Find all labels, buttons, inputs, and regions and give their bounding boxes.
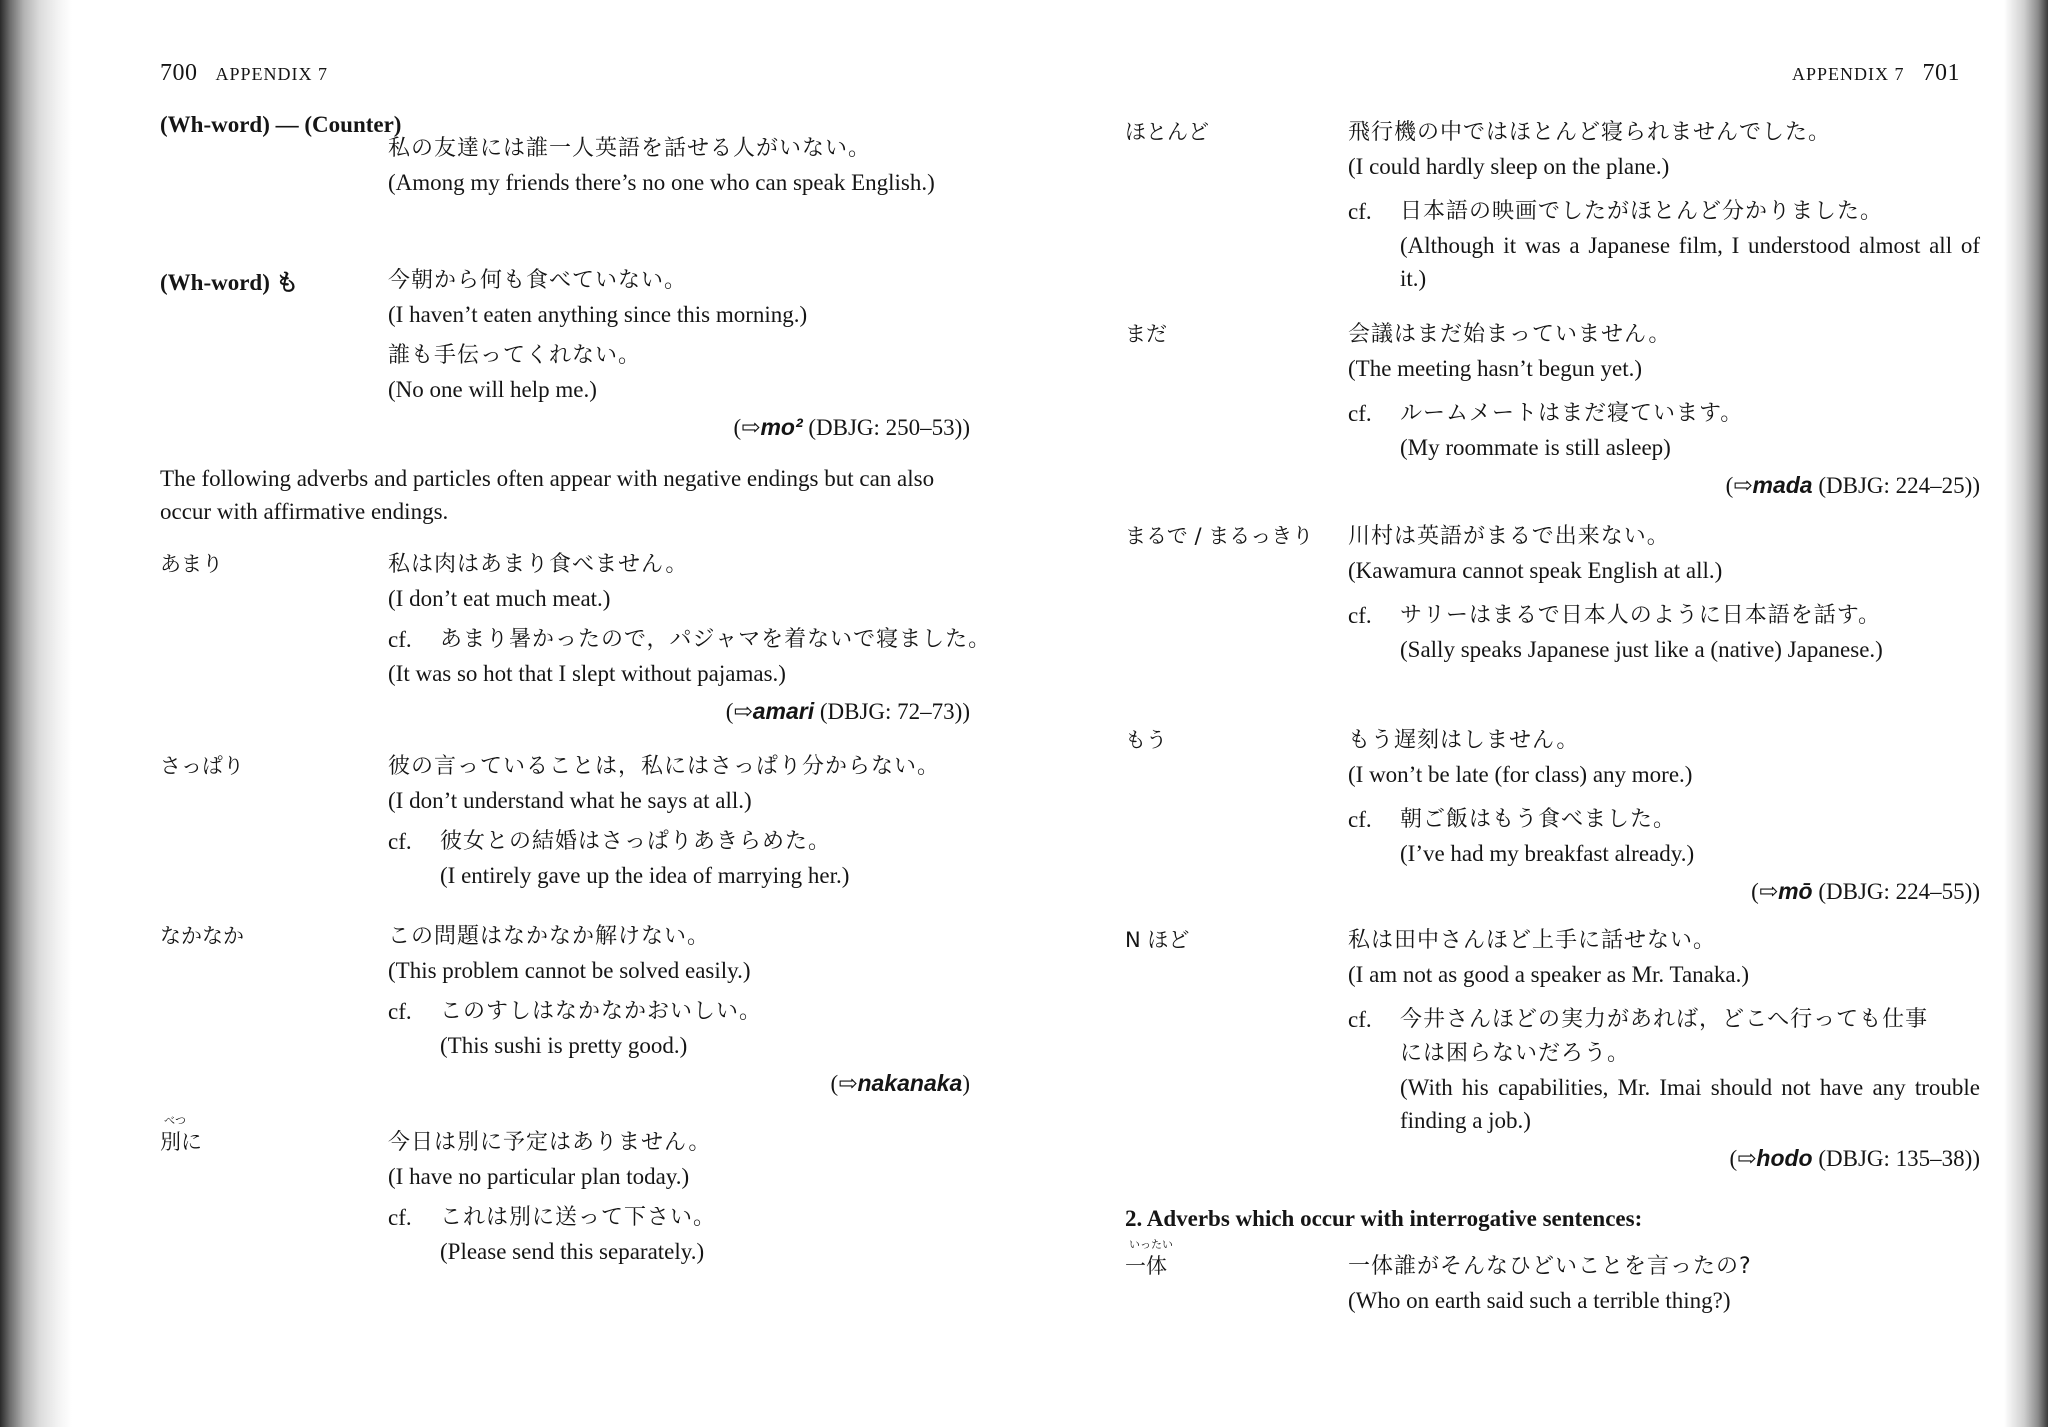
english-translation: (This problem cannot be solved easily.): [388, 958, 751, 983]
cf-block: [1348, 1003, 1980, 1137]
japanese-example: 彼の言っていることは，私にはさっぱり分からない。: [388, 754, 941, 779]
xref-arrow: (⇨: [725, 699, 753, 724]
entry-term: あまり: [160, 552, 223, 576]
cf-english: (It was so hot that I slept without pajamas.): [388, 661, 786, 686]
cf-english: (With his capabilities, Mr. Imai should not have any trouble finding a job.): [1400, 1075, 1980, 1133]
entry-term: [160, 1114, 202, 1156]
xref-source: (DBJG: 224–55)): [1818, 879, 1980, 904]
cf-label: cf.: [1348, 401, 1372, 426]
english-translation: (I don’t understand what he says at all.): [388, 788, 752, 813]
cf-label: cf.: [1348, 603, 1372, 628]
right-running-header: [1792, 60, 1960, 87]
cross-reference: [388, 1066, 970, 1101]
cf-block: [1348, 803, 1980, 870]
entry-term: (Wh-word) — (Counter): [160, 112, 402, 137]
cf-label: cf.: [388, 829, 412, 854]
cf-japanese: 日本語の映画でしたがほとんど分かりました。: [1400, 199, 1884, 224]
cf-label: cf.: [1348, 199, 1372, 224]
xref-arrow: (⇨: [1725, 473, 1753, 498]
japanese-example: 今朝から何も食べていない。: [388, 268, 688, 293]
cross-reference: [1348, 874, 1980, 909]
japanese-example: 一体誰がそんなひどいことを言ったの?: [1348, 1254, 1752, 1279]
entry-body: [388, 264, 970, 445]
english-translation: (Kawamura cannot speak English at all.): [1348, 558, 1723, 583]
entry-term: なかなか: [160, 924, 244, 948]
english-translation: (I am not as good a speaker as Mr. Tanaka.): [1348, 962, 1749, 987]
cf-label: cf.: [388, 627, 412, 652]
xref-source: (DBJG: 250–53)): [808, 415, 970, 440]
page-number: 700: [160, 60, 198, 86]
cf-label: cf.: [388, 999, 412, 1024]
cf-english: (Please send this separately.): [440, 1239, 705, 1264]
intro-paragraph: The following adverbs and particles often appear with negative endings but can also occur with affirmative endings.: [160, 466, 935, 524]
japanese-example: 会議はまだ始まっていません。: [1348, 322, 1672, 347]
term-text: 一体: [1125, 1254, 1167, 1278]
xref-arrow: (⇨: [733, 415, 761, 440]
term-furigana: いったい: [1129, 1238, 1173, 1251]
header-label: APPENDIX 7: [215, 64, 329, 84]
page-number: 701: [1922, 60, 1960, 86]
xref-source: ): [962, 1071, 970, 1096]
entry-body: [388, 920, 970, 1101]
entry-term: さっぱり: [160, 754, 244, 778]
english-translation: (I haven’t eaten anything since this morning.): [388, 302, 808, 327]
cf-block: [1348, 397, 1980, 464]
cf-block: [388, 825, 970, 892]
cf-block: [388, 1201, 970, 1268]
cf-japanese-continued: には困らないだろう。: [1400, 1041, 1631, 1066]
book-binding-shadow-right: [2004, 0, 2048, 1427]
english-translation: (I could hardly sleep on the plane.): [1348, 154, 1670, 179]
japanese-example: この問題はなかなか解けない。: [388, 924, 711, 949]
english-translation: (I have no particular plan today.): [388, 1164, 690, 1189]
cf-label: cf.: [388, 1205, 412, 1230]
entry-term: [1125, 1238, 1173, 1280]
cf-japanese: これは別に送って下さい。: [440, 1205, 717, 1230]
entry-body: [388, 132, 970, 203]
cf-block: [1348, 195, 1980, 295]
entry-body: [388, 548, 992, 729]
cf-english: (My roommate is still asleep): [1400, 435, 1671, 460]
cf-japanese: 今井さんほどの実力があれば，どこへ行っても仕事: [1400, 1007, 1929, 1032]
english-translation: (The meeting hasn’t begun yet.): [1348, 356, 1643, 381]
cf-english: (Sally speaks Japanese just like a (native) Japanese.): [1400, 637, 1883, 662]
cf-japanese: あまり暑かったので，パジャマを着ないで寝ました。: [440, 627, 992, 652]
cf-japanese: 彼女との結婚はさっぱりあきらめた。: [440, 829, 832, 854]
cf-japanese: 朝ご飯はもう食べました。: [1400, 807, 1677, 832]
term-furigana: べつ: [164, 1114, 186, 1127]
entry-term: (Wh-word) も: [160, 270, 299, 295]
japanese-example: 誰も手伝ってくれない。: [388, 343, 642, 368]
cross-reference: [1348, 468, 1980, 503]
entry-body: [1348, 724, 1980, 909]
cf-japanese: サリーはまるで日本人のように日本語を話す。: [1400, 603, 1882, 628]
xref-source: (DBJG: 224–25)): [1818, 473, 1980, 498]
xref-keyword: mō: [1778, 878, 1813, 904]
japanese-example: 川村は英語がまるで出来ない。: [1348, 524, 1670, 549]
cf-english: (Although it was a Japanese film, I understood almost all of it.): [1400, 233, 1980, 291]
entry-term: ほとんど: [1125, 120, 1209, 144]
english-translation: (Among my friends there’s no one who can speak English.): [388, 170, 935, 195]
header-label: APPENDIX 7: [1791, 64, 1905, 84]
japanese-example: もう遅刻はしません。: [1348, 728, 1580, 753]
entry-body: [388, 1126, 970, 1272]
cross-reference: [388, 410, 970, 445]
cf-english: (This sushi is pretty good.): [440, 1033, 688, 1058]
japanese-example: 飛行機の中ではほとんど寝られませんでした。: [1348, 120, 1832, 145]
xref-keyword: amari: [752, 698, 815, 724]
entry-term: N ほど: [1125, 928, 1190, 952]
japanese-example: 私の友達には誰一人英語を話せる人がいない。: [388, 136, 872, 161]
cross-reference: [388, 694, 970, 729]
xref-arrow: (⇨: [1729, 1146, 1757, 1171]
term-text: 別に: [160, 1130, 202, 1154]
cf-block: [388, 623, 992, 657]
left-running-header: [160, 60, 328, 87]
english-translation: (I won’t be late (for class) any more.): [1348, 762, 1693, 787]
xref-keyword: mo²: [760, 414, 803, 440]
english-translation: (I don’t eat much meat.): [388, 586, 611, 611]
entry-term: もう: [1125, 728, 1167, 752]
cf-label: cf.: [1348, 807, 1372, 832]
xref-keyword: mada: [1752, 472, 1813, 498]
entry-body: [1348, 520, 1980, 670]
xref-arrow: (⇨: [1751, 879, 1779, 904]
xref-source: (DBJG: 72–73)): [819, 699, 970, 724]
entry-body: [1348, 116, 1980, 299]
cf-english: (I entirely gave up the idea of marrying her.): [440, 863, 850, 888]
entry-term: まだ: [1125, 322, 1167, 346]
entry-body: [1348, 318, 1980, 503]
cross-reference: [1348, 1141, 1980, 1176]
japanese-example: 今日は別に予定はありません。: [388, 1130, 712, 1155]
xref-arrow: (⇨: [830, 1071, 858, 1096]
left-page: [160, 0, 992, 1427]
japanese-example: 私は田中さんほど上手に話せない。: [1348, 928, 1717, 953]
book-binding-shadow-left: [0, 0, 72, 1427]
japanese-example: 私は肉はあまり食べません。: [388, 552, 689, 577]
entry-body: [388, 750, 970, 896]
cf-label: cf.: [1348, 1007, 1372, 1032]
entry-body: [1348, 924, 1980, 1176]
cf-english: (I’ve had my breakfast already.): [1400, 841, 1695, 866]
entry-term: まるで / まるっきり: [1125, 524, 1314, 548]
xref-keyword: hodo: [1756, 1145, 1813, 1171]
cf-block: [388, 995, 970, 1062]
english-translation: (No one will help me.): [388, 377, 597, 402]
section-heading: 2. Adverbs which occur with interrogative sentences:: [1125, 1206, 1643, 1231]
right-page: [1125, 0, 1980, 1427]
xref-keyword: nakanaka: [857, 1070, 963, 1096]
english-translation: (Who on earth said such a terrible thing?): [1348, 1288, 1731, 1313]
entry-body: [1348, 1250, 1980, 1321]
cf-japanese: ルームメートはまだ寝ています。: [1400, 401, 1744, 426]
xref-source: (DBJG: 135–38)): [1818, 1146, 1980, 1171]
cf-block: [1348, 599, 1980, 666]
cf-japanese: このすしはなかなかおいしい。: [440, 999, 763, 1024]
